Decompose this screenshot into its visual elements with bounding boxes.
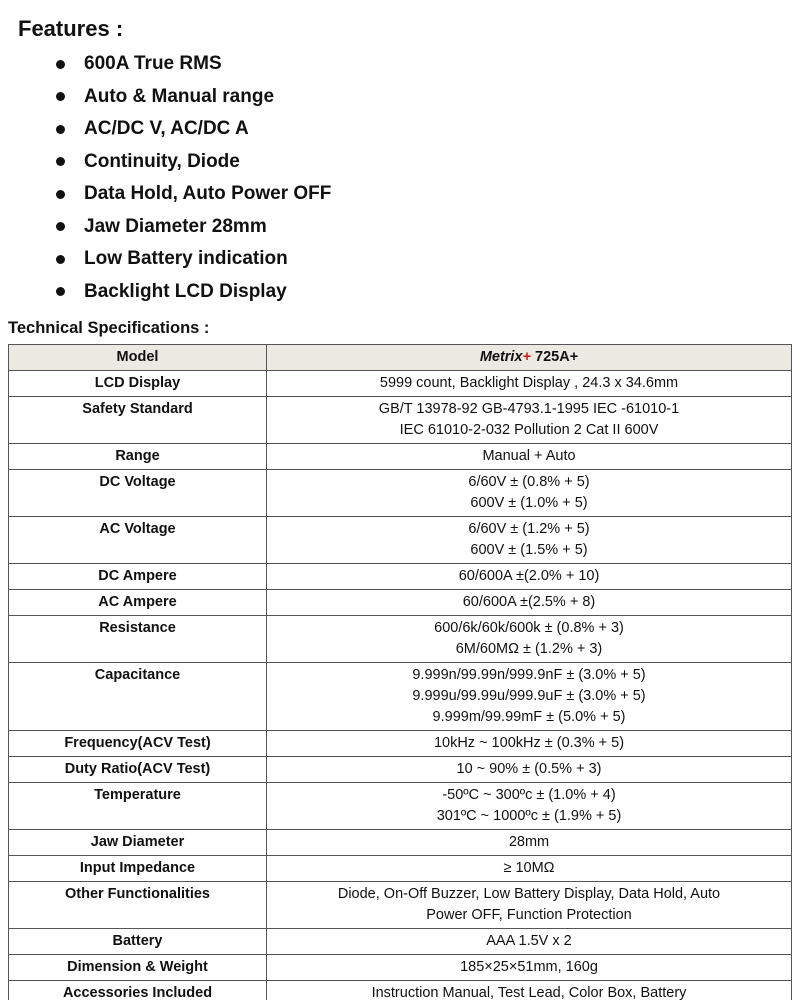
spec-key: Capacitance [9,663,267,731]
specs-title: Technical Specifications : [8,319,210,337]
spec-key: Duty Ratio(ACV Test) [9,757,267,783]
spec-value-line: 9.999n/99.99n/999.9nF ± (3.0% + 5) [412,667,646,683]
bullet-icon [56,190,65,199]
bullet-icon [56,255,65,264]
spec-value-line: 600/6k/60k/600k ± (0.8% + 3) [434,620,624,636]
spec-value-line: GB/T 13978-92 GB-4793.1-1995 IEC -61010-1 [378,401,680,417]
spec-value [267,470,792,517]
spec-value [267,590,792,616]
spec-key: DC Ampere [9,564,267,590]
table-row [9,882,792,929]
spec-key: Input Impedance [9,856,267,882]
spec-value-line: 6/60V ± (1.2% + 5) [468,521,590,537]
bullet-icon [56,287,65,296]
table-row [9,564,792,590]
spec-value [267,882,792,929]
bullet-icon [56,60,65,69]
spec-value [267,830,792,856]
model-label: Model [9,345,267,371]
spec-value-line: 60/600A ±(2.0% + 10) [458,568,600,584]
table-row [9,981,792,1000]
spec-key: Safety Standard [9,397,267,444]
bullet-icon [56,157,65,166]
table-row [9,470,792,517]
spec-value-line: IEC 61010-2-032 Pollution 2 Cat II 600V [399,422,659,438]
spec-value-line: 10 ~ 90% ± (0.5% + 3) [456,761,602,777]
spec-value [267,856,792,882]
spec-key: Accessories Included [9,981,267,1000]
spec-value-line: Manual + Auto [482,448,576,464]
table-row [9,731,792,757]
spec-value [267,731,792,757]
spec-key: AC Voltage [9,517,267,564]
spec-value-line: 60/600A ±(2.5% + 8) [462,594,596,610]
spec-value-line: 301ºC ~ 1000ºc ± (1.9% + 5) [436,808,622,824]
features-title: Features : [18,16,124,41]
table-row [9,856,792,882]
spec-value-line: Instruction Manual, Test Lead, Color Box, Battery [371,985,687,1000]
model-value [267,345,792,371]
spec-value-line: 9.999m/99.99mF ± (5.0% + 5) [432,709,626,725]
features-list [56,48,331,308]
spec-value-line: 5999 count, Backlight Display , 24.3 x 34.6mm [379,375,679,391]
table-row [9,616,792,663]
table-row [9,590,792,616]
spec-value-line: 600V ± (1.0% + 5) [470,495,588,511]
spec-value-line: Diode, On-Off Buzzer, Low Battery Display, Data Hold, Auto [337,886,721,902]
table-row [9,757,792,783]
table-row-model [9,345,792,371]
feature-item [56,48,331,81]
spec-value [267,929,792,955]
table-row [9,517,792,564]
spec-value-line: 6M/60MΩ ± (1.2% + 3) [455,641,603,657]
spec-key: Other Functionalities [9,882,267,929]
feature-label: Backlight LCD Display [84,280,287,302]
spec-value [267,616,792,663]
spec-value [267,564,792,590]
feature-item [56,243,331,276]
feature-item [56,81,331,114]
feature-label: Jaw Diameter 28mm [84,215,267,237]
spec-key: Frequency(ACV Test) [9,731,267,757]
spec-value [267,444,792,470]
feature-label: Data Hold, Auto Power OFF [84,183,332,204]
feature-item [56,146,331,179]
spec-key: Range [9,444,267,470]
feature-label: Auto & Manual range [84,85,275,107]
table-row [9,397,792,444]
spec-value [267,517,792,564]
table-row [9,830,792,856]
table-row [9,955,792,981]
feature-label: 600A True RMS [84,53,222,74]
spec-key: Battery [9,929,267,955]
brand-name: Metrix [479,349,523,365]
spec-value-line: 600V ± (1.5% + 5) [470,542,588,558]
spec-key: LCD Display [9,371,267,397]
table-row [9,929,792,955]
spec-value [267,981,792,1000]
feature-label: Low Battery indication [84,248,288,269]
bullet-icon [56,222,65,231]
spec-key: Temperature [9,783,267,830]
spec-value-line: 10kHz ~ 100kHz ± (0.3% + 5) [433,735,625,751]
spec-value [267,371,792,397]
spec-value [267,397,792,444]
spec-value [267,955,792,981]
spec-value-line: AAA 1.5V x 2 [486,933,572,949]
spec-value-line: Power OFF, Function Protection [426,907,632,923]
spec-value-line: -50ºC ~ 300ºc ± (1.0% + 4) [442,787,616,803]
model-number: 725A+ [531,349,579,365]
table-row [9,783,792,830]
spec-value-line: ≥ 10MΩ [503,860,555,876]
spec-key: DC Voltage [9,470,267,517]
spec-value-line: 28mm [508,834,550,850]
bullet-icon [56,92,65,101]
feature-item [56,113,331,146]
spec-value [267,757,792,783]
bullet-icon [56,125,65,134]
feature-item [56,211,331,244]
brand-plus: + [522,349,531,365]
table-row [9,444,792,470]
feature-item [56,276,331,309]
spec-key: Resistance [9,616,267,663]
spec-value [267,663,792,731]
table-row [9,663,792,731]
spec-value-line: 9.999u/99.99u/999.9uF ± (3.0% + 5) [412,688,646,704]
spec-key: Dimension & Weight [9,955,267,981]
spec-value-line: 185×25×51mm, 160g [460,959,598,975]
spec-key: Jaw Diameter [9,830,267,856]
spec-value-line: 6/60V ± (0.8% + 5) [468,474,590,490]
feature-label: AC/DC V, AC/DC A [84,118,249,139]
spec-key: AC Ampere [9,590,267,616]
table-row [9,371,792,397]
spec-value [267,783,792,830]
feature-item [56,178,331,211]
feature-label: Continuity, Diode [84,150,240,172]
specs-table [8,344,792,1000]
